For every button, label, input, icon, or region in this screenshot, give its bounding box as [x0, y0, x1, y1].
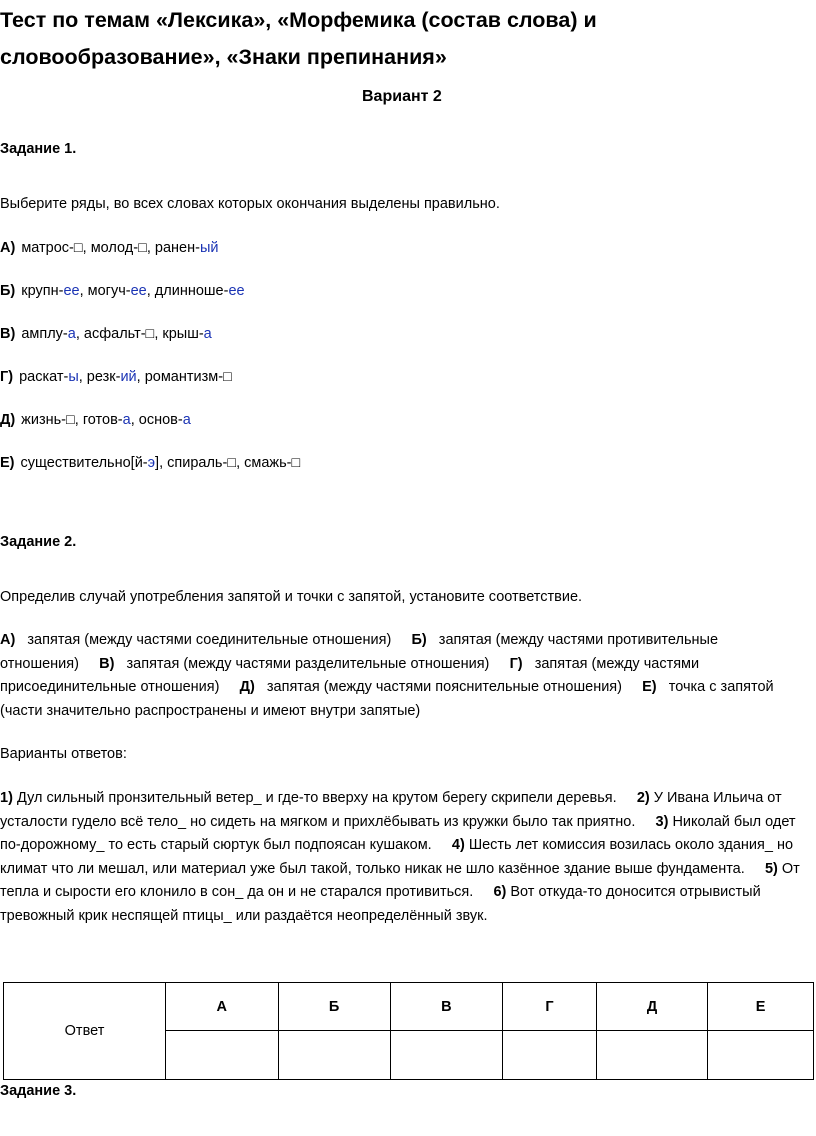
task3-heading: Задание 3. — [0, 1083, 77, 1099]
answer-table — [3, 982, 814, 1080]
answers-label: Варианты ответов: — [0, 746, 127, 762]
task1-option — [0, 326, 212, 342]
choice-text: запятая (между частями разделительные отношения) — [126, 655, 490, 672]
sentence-number: 3) — [655, 813, 669, 830]
option-letter: Д) — [0, 412, 16, 428]
highlighted-ending: ый — [199, 240, 219, 256]
choice-text: запятая (между частями пояснительные отношения) — [266, 679, 622, 695]
word-part: , молод- — [82, 240, 139, 256]
task2-sentences — [0, 787, 800, 928]
answer-col-header: Д — [596, 983, 707, 1031]
answer-cell[interactable] — [390, 1031, 503, 1080]
word-part: , основ- — [130, 412, 183, 428]
sentence-number: 2) — [636, 790, 650, 806]
task1-option — [0, 283, 245, 299]
choice-text: запятая (между частями противительные отношения) — [0, 632, 719, 672]
task1-option — [0, 412, 191, 428]
option-letter: Б) — [0, 283, 16, 299]
sentence-text: Вот откуда-то доносится отрывистый тревожный крик неспящей птицы_ или раздаётся неопределённый звук. — [0, 884, 761, 924]
sentence-text: Дул сильный пронзительный ветер_ и где-то вверху на крутом берегу скрипели деревья. — [16, 790, 617, 806]
highlighted-ending: ее — [63, 283, 80, 299]
highlighted-ending: ы — [68, 369, 79, 385]
highlighted-ending: э — [147, 455, 156, 471]
choice-letter: А) — [0, 632, 16, 648]
answer-cell[interactable] — [708, 1031, 814, 1080]
option-letter: А) — [0, 240, 16, 256]
choice-letter: Е) — [642, 679, 657, 695]
word-part: , готов- — [74, 412, 123, 428]
answer-col-header: В — [390, 983, 503, 1031]
sentence-number: 1) — [0, 790, 13, 806]
variant-label: Вариант 2 — [362, 88, 442, 105]
choice-letter: Б) — [411, 632, 427, 648]
highlighted-ending: а — [203, 326, 212, 342]
answer-col-header: Г — [503, 983, 597, 1031]
task2-instruction: Определив случай употребления запятой и точки с запятой, установите соответствие. — [0, 589, 583, 605]
task2-choices — [0, 629, 800, 723]
sentence-number: 6) — [493, 884, 507, 900]
choice-text: запятая (между частями соединительные отношения) — [27, 632, 392, 648]
task1-option — [0, 455, 300, 471]
page-title: Тест по темам «Лексика», «Морфемика (состав слова) и словообразование», «Знаки препинания» — [0, 8, 597, 69]
word-part: □ — [138, 240, 147, 256]
word-part: , романтизм- — [136, 369, 224, 385]
task1-option — [0, 369, 232, 385]
task1-instruction: Выберите ряды, во всех словах которых окончания выделены правильно. — [0, 196, 500, 212]
word-part: , длинноше- — [146, 283, 229, 299]
option-letter: Е) — [0, 455, 15, 471]
word-part: □ — [66, 412, 75, 428]
choice-text: запятая (между частями присоединительные отношения) — [0, 655, 700, 695]
sentence-number: 4) — [451, 837, 465, 853]
task1-heading: Задание 1. — [0, 141, 77, 157]
highlighted-ending: ее — [130, 283, 147, 299]
answer-cell[interactable] — [503, 1031, 597, 1080]
highlighted-ending: ее — [228, 283, 245, 299]
highlighted-ending: а — [122, 412, 131, 428]
highlighted-ending: а — [67, 326, 76, 342]
word-part: □ — [223, 369, 232, 385]
word-part: □ — [73, 240, 83, 256]
word-part: существительно[й- — [20, 455, 148, 471]
answer-col-header: А — [166, 983, 279, 1031]
word-part: □ — [145, 326, 155, 342]
word-part: , ранен- — [146, 240, 200, 256]
word-part: жизнь- — [21, 412, 67, 428]
word-part: □ — [227, 455, 237, 471]
answer-cell[interactable] — [596, 1031, 707, 1080]
choice-text: точка с запятой (части значительно распространены и имеют внутри запятые) — [0, 679, 774, 719]
highlighted-ending: а — [182, 412, 191, 428]
option-letter: Г) — [0, 369, 14, 385]
highlighted-ending: ий — [120, 369, 137, 385]
answer-cell[interactable] — [278, 1031, 390, 1080]
sentence-text: Николай был одет по-дорожному_ то есть старый сюртук был подпоясан кушаком. — [0, 813, 796, 853]
option-letter: В) — [0, 326, 16, 342]
answer-cell[interactable] — [166, 1031, 279, 1080]
choice-letter: Г) — [509, 655, 523, 672]
choice-letter: В) — [99, 655, 115, 672]
word-part: раскат- — [19, 369, 69, 385]
choice-letter: Д) — [239, 679, 255, 695]
word-part: , крыш- — [154, 326, 204, 342]
word-part: амплу- — [21, 326, 68, 342]
word-part: , могуч- — [79, 283, 131, 299]
sentence-text: Шесть лет комиссия возилась около здания_ но климат что ли мешал, или материал уже был такой, только никак не шло казённое здание выше фундамента. — [0, 837, 794, 877]
word-part: крупн- — [21, 283, 64, 299]
task2-heading: Задание 2. — [0, 534, 77, 550]
answer-col-header: Е — [708, 983, 814, 1031]
task1-option — [0, 240, 218, 256]
word-part: □ — [291, 455, 301, 471]
word-part: , асфальт- — [75, 326, 146, 342]
word-part: , смажь- — [236, 455, 292, 471]
answer-table-label: Ответ — [4, 983, 166, 1080]
sentence-text: От тепла и сырости его клонило в сон_ да он и не старался противиться. — [0, 860, 800, 900]
word-part: матрос- — [21, 240, 74, 256]
word-part: ], спираль- — [155, 455, 228, 471]
word-part: , резк- — [78, 369, 121, 385]
sentence-number: 5) — [764, 860, 778, 877]
sentence-text: У Ивана Ильича от усталости гудело всё тело_ но сидеть на мягком и прихлёбывать из кружки было так приятно. — [0, 790, 782, 830]
answer-col-header: Б — [278, 983, 390, 1031]
